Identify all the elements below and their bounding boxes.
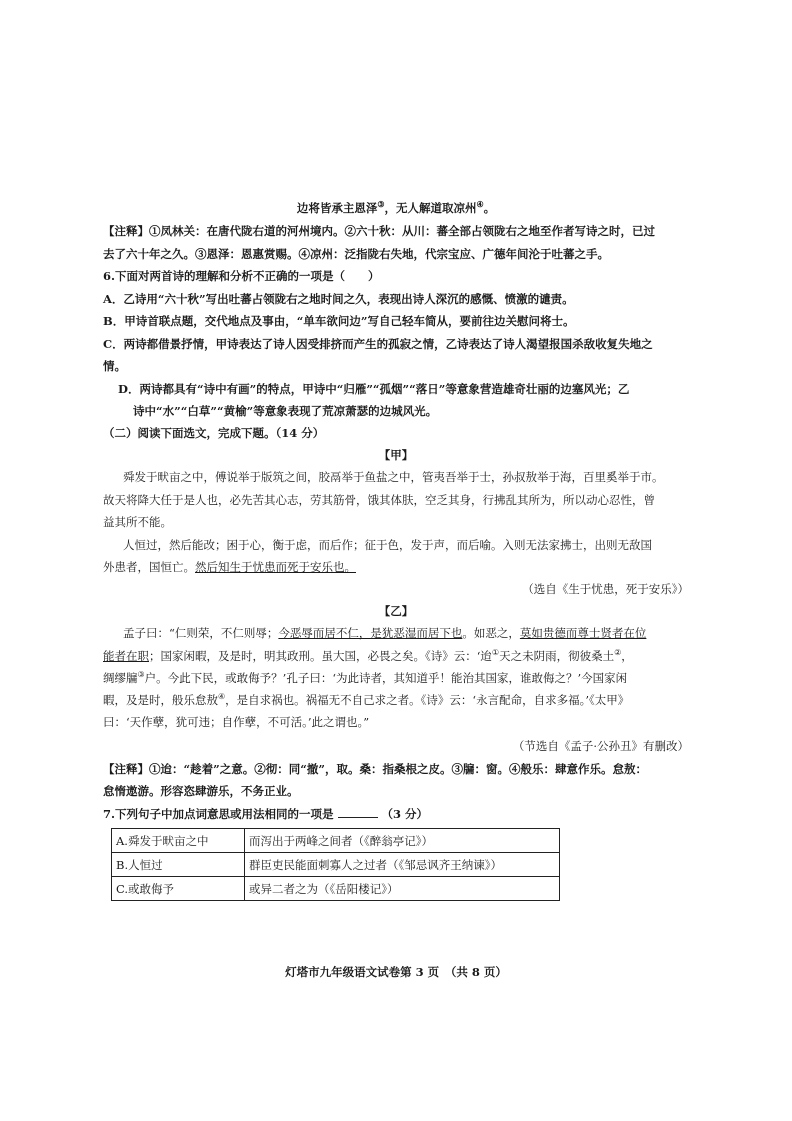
passage-text: 暇，及是时，般乐怠敖 [103, 693, 218, 707]
question-6-option-d-cont: 诗中“水”“白草”“黄榆”等意象表现了荒凉萧瑟的边城风光。 [133, 404, 438, 418]
notes-label: 【注释】 [103, 224, 149, 238]
footnote-marker: ③ [377, 199, 385, 210]
passage-text: ，是自求祸也。祸福无不自己求之者。《诗》云：‘永言配命，自求多福。’《太甲》 [225, 693, 630, 707]
table-cell: 而泻出于两峰之间者（《醉翁亭记》） [245, 829, 560, 853]
question-6-option-d: D．两诗都具有“诗中有画”的特点，甲诗中“归雁”“孤烟”“落日”等意象营造雄奇壮丽的边塞风光；乙 [118, 382, 630, 396]
passage-jia-line: 故天将降大任于是人也，必先苦其心志，劳其筋骨，饿其体肤，空乏其身，行拂乱其所为，所以动心忍性，曾 [103, 493, 655, 507]
footnote-marker: ④ [476, 199, 484, 210]
table-cell: 或异二者之为（《岳阳楼记》） [245, 877, 560, 901]
table-row [112, 829, 560, 853]
footnote-marker: ③ [137, 670, 145, 680]
underlined-sentence: 能者在职 [103, 649, 149, 663]
passage-text: 外患者，国恒亡。 [103, 560, 195, 574]
table-cell: B.人恒过 [112, 853, 245, 877]
passage-jia-line: 人恒过，然后能改；困于心，衡于虑，而后作；征于色，发于声，而后喻。入则无法家拂士，出则无敌国 [123, 538, 652, 552]
table-row [112, 877, 560, 901]
question-6-option-c: C．两诗都借景抒情，甲诗表达了诗人因受排挤而产生的孤寂之情，乙诗表达了诗人渴望报国杀敌收复失地之 [103, 337, 653, 351]
footnote-marker: ④ [218, 692, 226, 702]
poem-text-end: 。 [483, 201, 496, 215]
poem-last-line [0, 199, 792, 217]
table-cell: C.或敢侮予 [112, 877, 245, 901]
footnote-marker: ② [614, 648, 622, 658]
passage-text: 户。今此下民，或敢侮予？’孔子曰：‘为此诗者，其知道乎！能治其国家，谁敢侮之？’今国家闲 [144, 671, 628, 685]
footnote-marker: ① [491, 648, 500, 658]
question-6-option-c-cont: 情。 [103, 359, 126, 373]
passage-yi-line: 曰：‘天作孽，犹可违；自作孽，不可活。’此之谓也。” [103, 715, 370, 729]
poem-text-a: 边将皆承主恩泽 [296, 201, 378, 215]
question-6-option-a: A．乙诗用“六十秋”写出吐蕃占领陇右之地时间之久，表现出诗人深沉的感慨、愤激的谴责。 [103, 292, 574, 306]
poem-text-b: ，无人解道取凉州 [384, 201, 477, 215]
passage-jia-line: 益其所不能。 [103, 515, 172, 529]
table-cell: A.舜发于畎亩之中 [112, 829, 245, 853]
passage-jia-line: 舜发于畎亩之中，傅说举于版筑之间，胶鬲举于鱼盐之中，管夷吾举于士，孙叔敖举于海，百里奚举于市。 [123, 470, 664, 484]
section-heading: （二）阅读下面选文，完成下题。（14 分） [103, 426, 325, 440]
table-cell: 群臣吏民能面刺寡人之过者（《邹忌讽齐王纳谏》） [245, 853, 560, 877]
underlined-sentence: 莫如贵德而尊士贤者在位 [519, 626, 647, 640]
question-6-option-b: B．甲诗首联点题，交代地点及事由，“单车欲问边”写自己轻车简从，要前往边关慰问将士。 [103, 314, 575, 328]
notes-line [103, 222, 655, 240]
notes-text: ①凤林关：在唐代陇右道的河州境内。②六十秋：从川：蕃全部占领陇右之地至作者写诗之时，已过 [149, 224, 655, 238]
table-row [112, 853, 560, 877]
passage-text: 天之未阴雨，彻彼桑土 [499, 649, 615, 663]
passage-text: ， [621, 649, 633, 663]
notes-line: 怠惰遨游。形容恣肆游乐，不务正业。 [103, 784, 299, 798]
notes-line: 去了六十年之久。③恩泽：恩惠赏赐。④凉州：泛指陇右失地，代宗宝应、广德年间沦于吐蕃之手。 [103, 247, 609, 261]
question-7-stem [103, 805, 428, 823]
passage-yi-line [103, 669, 627, 687]
passage-text: ；国家闲暇，及是时，明其政刑。虽大国，必畏之矣。《诗》云：‘迨 [149, 649, 492, 663]
passage-jia-source: （选自《生于忧患，死于安乐》） [522, 582, 689, 596]
passage-yi-source: （节选自《孟子·公孙丑》有删改） [512, 739, 689, 753]
passage-yi-line [103, 647, 633, 665]
passage-yi-line [123, 624, 646, 642]
answer-blank[interactable] [338, 806, 378, 818]
passage-text: 孟子曰：“仁则荣，不仁则辱； [123, 626, 279, 640]
question-6-stem: 6.下面对两首诗的理解和分析不正确的一项是（ ） [103, 269, 380, 283]
underlined-sentence: 今恶辱而居不仁，是犹恶湿而居下也 [278, 626, 463, 640]
passage-jia-line [103, 558, 356, 576]
passage-text: 。如恶之， [462, 626, 520, 640]
question-7-table [111, 828, 560, 901]
underlined-sentence: 然后知生于忧患而死于安乐也。 [195, 560, 356, 574]
passage-yi-title: 【乙】 [378, 604, 414, 618]
passage-text: 绸缪牖 [103, 671, 138, 685]
notes-line [103, 760, 647, 778]
passage-jia-title: 【甲】 [378, 448, 414, 462]
notes-text: ①迨：“趁着”之意。②彻：同“撤”，取。桑：指桑根之皮。③牖：窗。④般乐：肆意作乐。怠敖： [149, 762, 647, 776]
question-text: 7.下列句子中加点词意思或用法相同的一项是 [103, 807, 334, 821]
page-footer: 灯塔市九年级语文试卷第 3 页 （共 8 页） [285, 965, 507, 979]
passage-yi-line [103, 691, 629, 709]
notes-label: 【注释】 [103, 762, 149, 776]
question-score: （3 分） [381, 807, 429, 821]
